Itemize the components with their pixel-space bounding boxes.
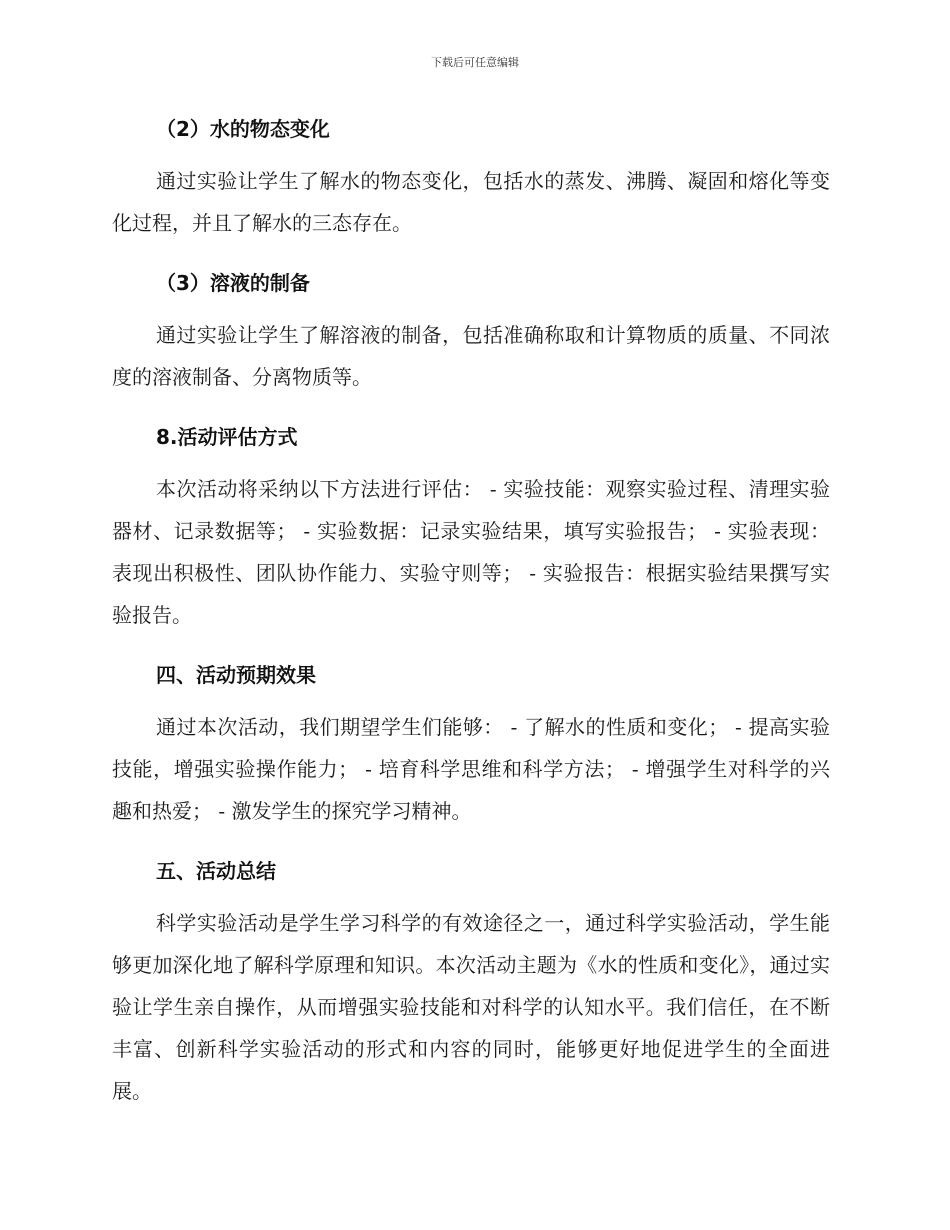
section-heading-water-state-change: （2）水的物态变化 <box>156 117 330 141</box>
section-paragraph-expected-results: 通过本次活动，我们期望学生们能够： - 了解水的性质和变化； - 提高实验技能，增强实验操作能力； - 培育科学思维和科学方法； - 增强学生对科学的兴趣和热爱； - 激发学生的探究学习精神。 <box>112 715 830 823</box>
section-paragraph-summary: 科学实验活动是学生学习科学的有效途径之一，通过科学实验活动，学生能够更加深化地了解科学原理和知识。本次活动主题为《水的性质和变化》，通过实验让学生亲自操作，从而增强实验技能和对科学的认知水平。我们信任，在不断丰富、创新科学实验活动的形式和内容的同时，能够更好地促进学生的全面进展。 <box>112 911 830 1103</box>
section-heading-evaluation-method: 8.活动评估方式 <box>156 425 298 449</box>
section-paragraph-evaluation-method: 本次活动将采纳以下方法进行评估： - 实验技能：观察实验过程、清理实验器材、记录数据等； - 实验数据：记录实验结果，填写实验报告； - 实验表现：表现出积极性、团队协作能力、实验守则等； - 实验报告：根据实验结果撰写实验报告。 <box>112 477 830 627</box>
section-heading-solution-preparation: （3）溶液的制备 <box>156 271 310 295</box>
section-heading-summary: 五、活动总结 <box>156 859 276 883</box>
section-paragraph-water-state-change: 通过实验让学生了解水的物态变化，包括水的蒸发、沸腾、凝固和熔化等变化过程，并且了解水的三态存在。 <box>112 169 830 235</box>
section-paragraph-solution-preparation: 通过实验让学生了解溶液的制备，包括准确称取和计算物质的质量、不同浓度的溶液制备、分离物质等。 <box>112 323 830 389</box>
document-body <box>112 108 830 1130</box>
section-heading-expected-results: 四、活动预期效果 <box>156 663 316 687</box>
page-header-note: 下载后可任意编辑 <box>431 56 519 69</box>
